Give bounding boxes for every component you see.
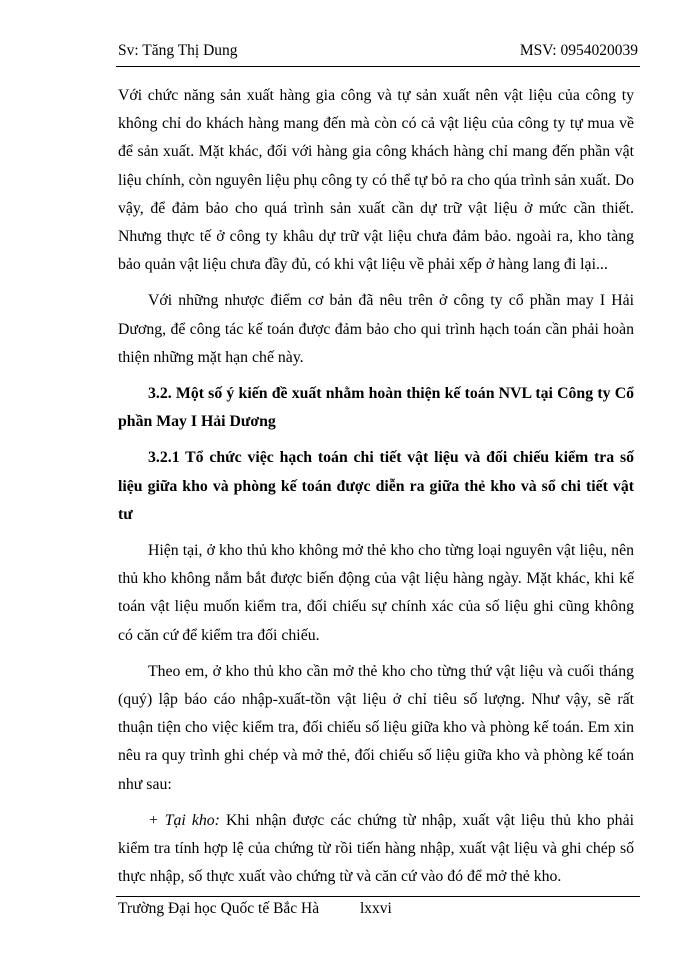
page-footer	[118, 900, 638, 918]
page-number: lxxvi	[360, 900, 392, 917]
paragraph-5-text: Khi nhận được các chứng từ nhập, xuất vật liệu thủ kho phải kiểm tra tính hợp lệ của chứng từ rồi tiến hàng nhập, xuất vật liệu và ghi chép số thực nhập, số thực xuất vào chứng từ và căn cứ vào đó để mở thẻ kho.	[118, 811, 634, 886]
student-id: MSV: 0954020039	[519, 42, 638, 59]
paragraph-3: Hiện tại, ở kho thủ kho không mở thẻ kho cho từng loại nguyên vật liệu, nên thủ kho không nắm bắt được biến động của vật liệu hàng ngày. Mặt khác, khi kế toán vật liệu muốn kiểm tra, đối chiếu sự chính xác của số liệu ghi cũng không có căn cứ để kiểm tra đối chiếu.	[118, 542, 634, 644]
at-warehouse-label: + Tại kho:	[148, 811, 220, 829]
document-body	[118, 82, 634, 895]
paragraph-1: Với chức năng sản xuất hàng gia công và tự sản xuất nên vật liệu của công ty không chỉ do khách hàng mang đến mà còn có cả vật liệu của công ty tự mua về để sản xuất. Mặt khác, đối với hàng gia công khách hàng chỉ mang đến phần vật liệu chính, còn nguyên liệu phụ công ty có thể tự bỏ ra cho qúa trình sản xuất. Do vậy, để đảm bảo cho quá trình sản xuất cần dự trữ vật liệu ở mức cần thiết. Nhưng thực tế ở công ty khâu dự trữ vật liệu chưa đảm bảo. ngoài ra, kho tàng bảo quản vật liệu chưa đầy đủ, có khi vật liệu về phải xếp ở hàng lang đi lại...	[118, 87, 634, 274]
subsection-heading-3-2-1: 3.2.1 Tổ chức việc hạch toán chi tiết vật liệu và đối chiếu kiểm tra số liệu giữa kho và phòng kế toán được diễn ra giữa thẻ kho và sổ chi tiết vật tư	[118, 449, 634, 523]
paragraph-5	[118, 807, 634, 892]
footer-divider	[116, 896, 640, 897]
header-divider	[116, 66, 640, 67]
paragraph-4: Theo em, ở kho thủ kho cần mở thẻ kho cho từng thứ vật liệu và cuối tháng (quý) lập báo cáo nhập-xuất-tồn vật liệu ở chỉ tiêu số lượng. Như vậy, sẽ rất thuận tiện cho việc kiểm tra, đối chiếu số liệu giữa kho và phòng kế toán. Em xin nêu ra quy trình ghi chép và mở thẻ, đối chiếu số liệu giữa kho và phòng kế toán như sau:	[118, 662, 634, 793]
school-name: Trường Đại học Quốc tế Bắc Hà	[118, 900, 320, 917]
section-heading-3-2: 3.2. Một số ý kiến đề xuất nhằm hoàn thiện kế toán NVL tại Công ty Cổ phần May I Hải Dương	[118, 385, 634, 431]
student-name: Sv: Tăng Thị Dung	[118, 42, 238, 59]
page-header	[118, 42, 638, 60]
paragraph-2: Với những nhược điểm cơ bản đã nêu trên ở công ty cổ phần may I Hải Dương, để công tác kế toán được đảm bảo cho qui trình hạch toán cần phải hoàn thiện những mặt hạn chế này.	[118, 292, 634, 366]
